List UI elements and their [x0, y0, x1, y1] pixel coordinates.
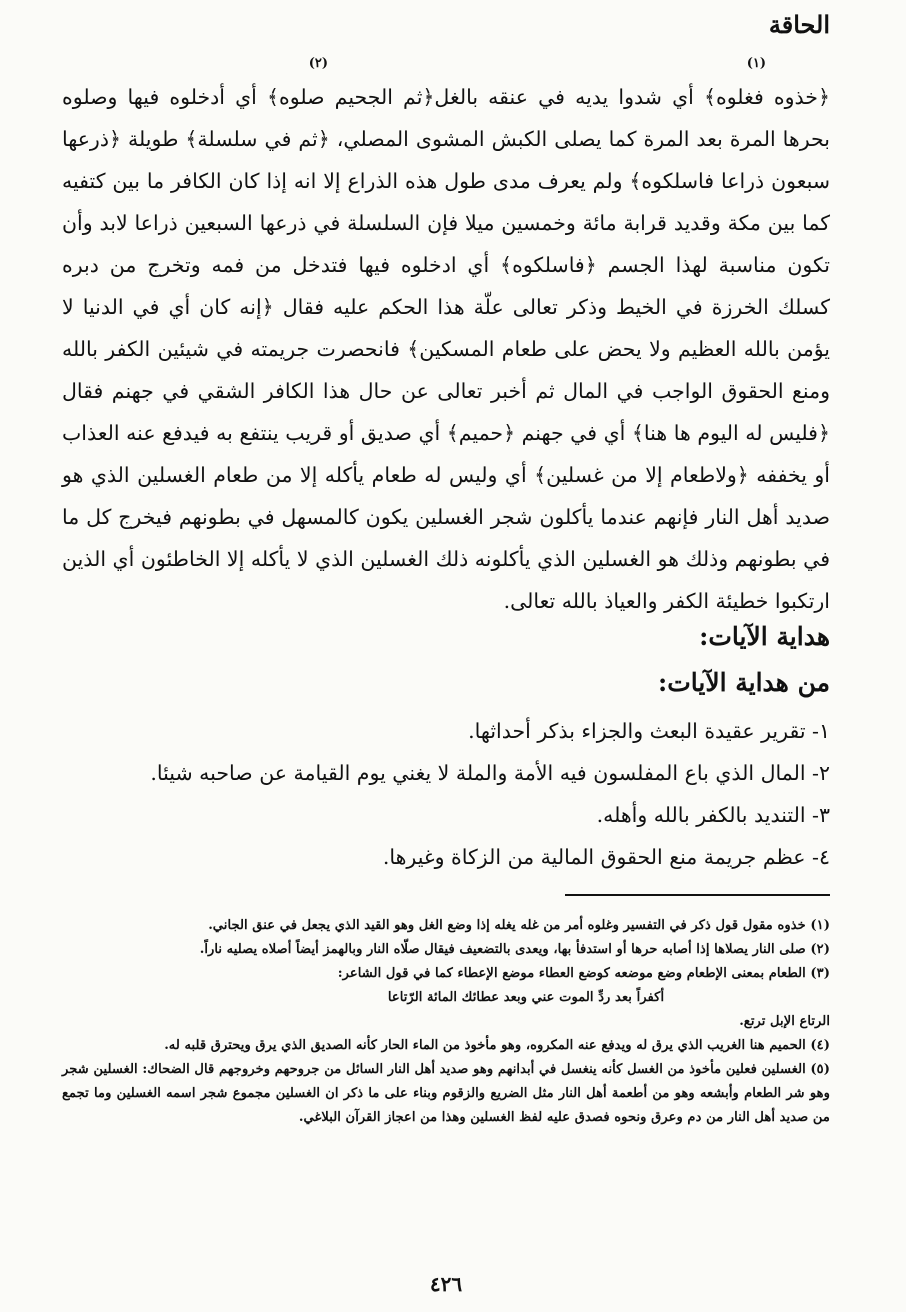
footnote-marker-1: (١) — [746, 56, 766, 71]
book-page — [62, 10, 830, 1300]
section-heading: هداية الآيات: — [699, 622, 830, 651]
list-item: ١- تقرير عقيدة البعث والجزاء بذكر أحداثها. — [468, 719, 830, 743]
footnote-1: (١) خذوه مقول قول ذكر في التفسير وغلوه أمر من غله يغله إذا وضع الغل وهو القيد الذي يجعل في عنق الجاني. — [208, 918, 830, 933]
footnotes — [62, 914, 830, 1130]
page-number: ٤٢٦ — [429, 1272, 463, 1296]
list-item: ٤- عظم جريمة منع الحقوق المالية من الزكاة وغيرها. — [382, 845, 830, 869]
footnote-5: (٥) الغسلين فعلين مأخوذ من الغسل كأنه ينغسل في أبدانهم وهو صديد أهل النار السائل من جروحهم وخروجهم قال الضحاك: الغسلين شجر وهو شر الطعام وأبشعه وهو من أطعمة أهل النار مثل الضريع والزقوم وبناء على ما ذكر ان الغسلين مجموع شجر اسمه الغسلين وما تجمع من صديد أهل النار من دم وعرق ونحوه فصدق عليه لفظ الغسلين وهذا من اعجاز القرآن البلاغي. — [62, 1062, 830, 1125]
footnote-2: (٢) صلى النار يصلاها إذا أصابه حرها أو استدفأ بها، ويعدى بالتضعيف فيقال صلّاه النار وبالهمز أيضاً أصلاه يصليه ناراً. — [199, 942, 830, 957]
poetry-verse: أكفراً بعد ردِّ الموت عني وبعد عطائك المائة الرّتاعا — [387, 990, 665, 1005]
tafsir-paragraph: ﴿خذوه فغلوه﴾ أي شدوا يديه في عنقه بالغل﴿ثم الجحيم صلوه﴾ أي أدخلوه فيها وصلوه بحرها المرة بعد المرة كما يصلى الكبش المشوى المصلي، ﴿ثم في سلسلة﴾ طويلة ﴿ذرعها سبعون ذراعا فاسلكوه﴾ ولم يعرف مدى طول هذه الذراع إلا انه إذا كان الكافر ما بين كتفيه كما بين مكة وقديد قرابة مائة وخمسين ميلا فإن السلسلة في ذرعها السبعين ذراعا لابد وأن تكون مناسبة لهذا الجسم ﴿فاسلكوه﴾ أي ادخلوه فيها فتدخل من فمه وتخرج من دبره كسلك الخرزة في الخيط وذكر تعالى علّة هذا الحكم عليه فقال ﴿إنه كان أي في الدنيا لا يؤمن بالله العظيم ولا يحض على طعام المسكين﴾ فانحصرت جريمته في شيئين الكفر بالله ومنع الحقوق الواجب في المال ثم أخبر تعالى عن حال هذا الكافر الشقي في جهنم فقال ﴿فليس له اليوم ها هنا﴾ أي في جهنم ﴿حميم﴾ أي صديق أو قريب ينتفع به فيدفع عنه العذاب أو يخففه ﴿ولاطعام إلا من غسلين﴾ أي وليس له طعام يأكله إلا من طعام الغسلين الذي هو صديد أهل النار فإنهم عندما يأكلون شجر الغسلين يكون كالمسهل في بطونهم فيخرج كل ما في بطونهم وذلك هو الغسلين الذي يأكلونه ذلك الغسلين الذي لا يأكله إلا الخاطئون أي الذين ارتكبوا خطيئة الكفر والعياذ بالله تعالى. — [62, 85, 830, 613]
running-header: الحاقة — [768, 10, 830, 39]
list-item: ٣- التنديد بالكفر بالله وأهله. — [596, 803, 830, 827]
footnote-3-note: الرتاع الإبل ترتع. — [739, 1014, 830, 1029]
footnote-4: (٤) الحميم هنا الغريب الذي يرق له ويدفع عنه المكروه، وهو مأخوذ من الماء الحار كأنه الصديق الذي يرق ويحترق قلبه له. — [164, 1038, 830, 1053]
footnote-divider — [565, 894, 830, 896]
tafsir-body — [62, 76, 830, 622]
footnote-marker-2: (٢) — [308, 56, 328, 71]
footnote-3: (٣) الطعام بمعنى الإطعام وضع موضعه كوضع العطاء موضع الإعطاء كما في قول الشاعر: — [337, 966, 830, 981]
section-subheading: من هداية الآيات: — [658, 668, 830, 697]
footnote-markers — [62, 56, 830, 78]
guidance-list — [62, 710, 830, 878]
list-item: ٢- المال الذي باع المفلسون فيه الأمة والملة لا يغني يوم القيامة عن صاحبه شيئا. — [150, 761, 830, 785]
